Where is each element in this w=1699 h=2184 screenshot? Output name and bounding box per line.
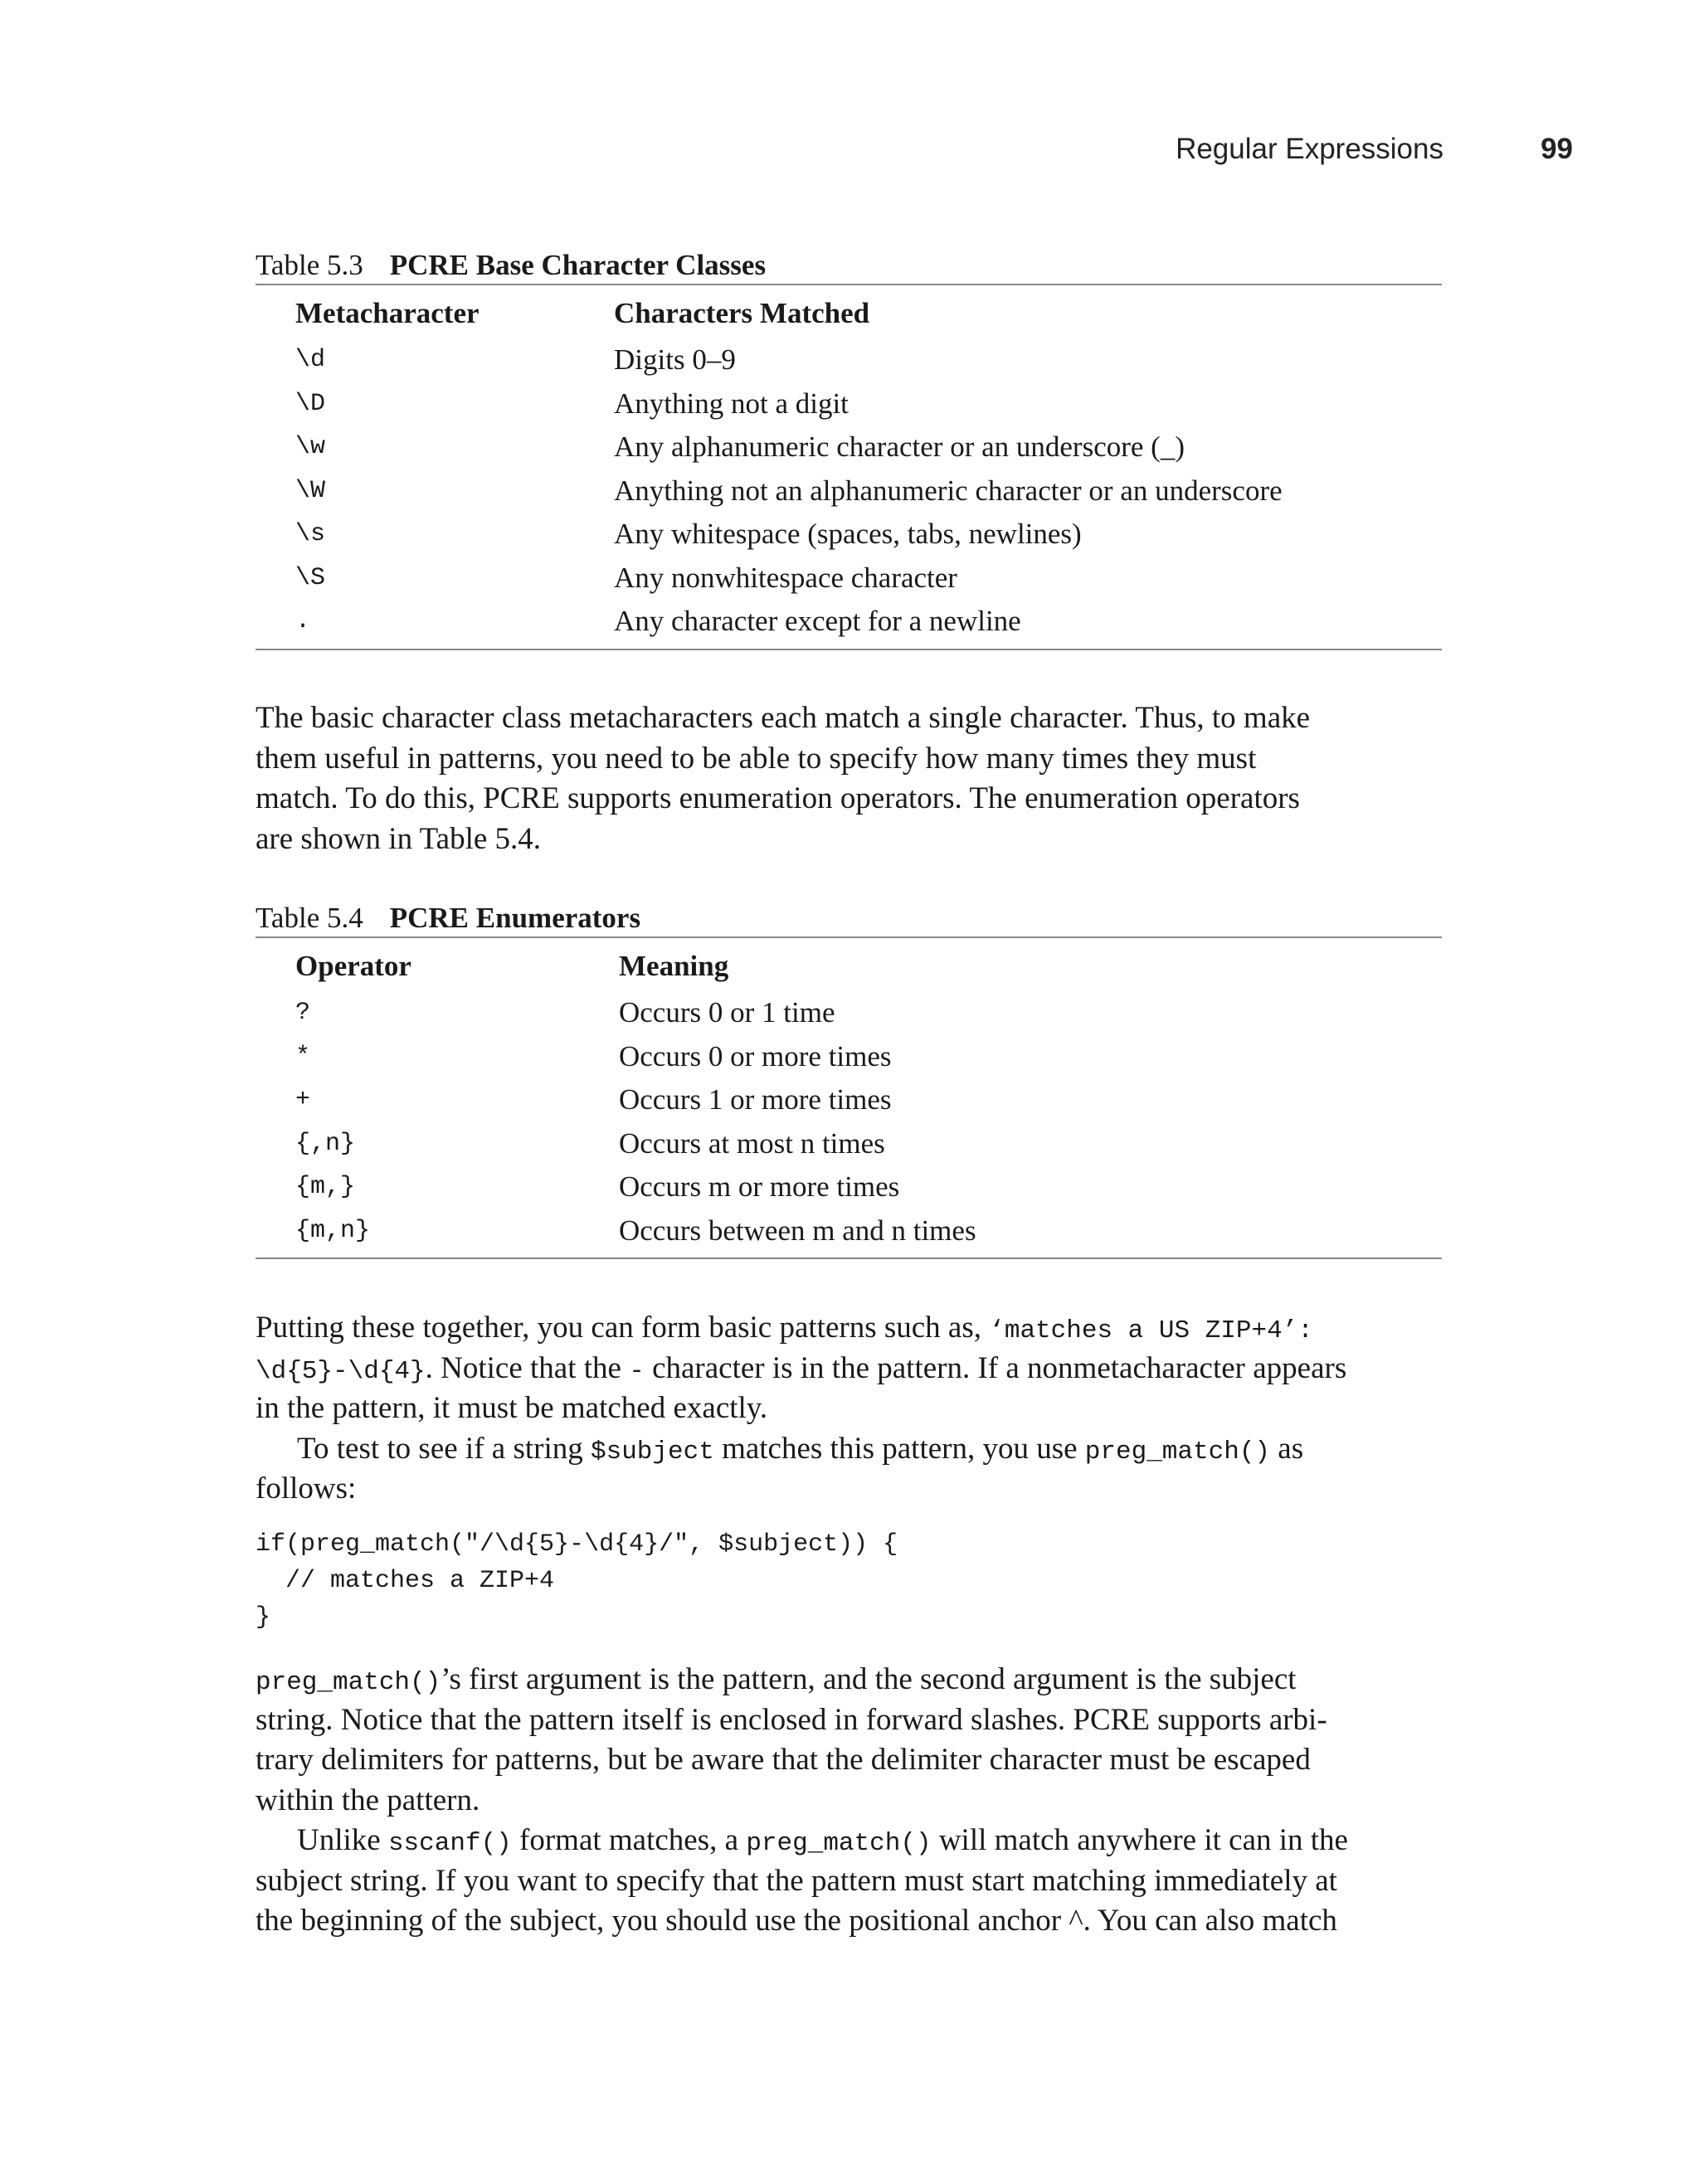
table-cell: Anything not a digit <box>614 387 849 420</box>
table-caption <box>256 247 1442 284</box>
table-cell: ? <box>295 999 311 1027</box>
inline-code: ‘matches a US ZIP+4’: <box>989 1316 1313 1345</box>
column-header: Characters Matched <box>614 297 870 329</box>
text-line: follows: <box>256 1471 357 1505</box>
table-cell: {,n} <box>295 1129 356 1158</box>
text-run: format matches, a <box>519 1823 739 1857</box>
text-run: ’s first argument is the pattern, and the second argument is the subject <box>441 1662 1297 1696</box>
table-cell: . <box>295 607 311 635</box>
text-line: in the pattern, it must be matched exactly. <box>256 1391 768 1425</box>
inline-code: - <box>629 1356 645 1386</box>
table-row <box>256 469 1442 513</box>
table-cell: Occurs between m and n times <box>619 1214 976 1247</box>
text-run: character is in the pattern. If a nonmetacharacter appears <box>652 1350 1347 1385</box>
table-number: Table 5.3 <box>256 249 363 281</box>
table-bottom-rule <box>256 649 1442 650</box>
table-cell: {m,} <box>295 1173 356 1201</box>
text-line <box>256 1429 1442 1470</box>
table-5-4 <box>256 900 1442 1259</box>
text-run: . Notice that the <box>425 1350 621 1385</box>
table-cell: \w <box>295 433 326 461</box>
table-cell: Digits 0–9 <box>614 343 736 376</box>
column-header: Metacharacter <box>295 297 480 329</box>
table-number: Table 5.4 <box>256 902 363 934</box>
text-line: trary delimiters for patterns, but be aware that the delimiter character must be escaped <box>256 1743 1311 1777</box>
text-line <box>256 1660 1442 1700</box>
text-run: matches this pattern, you use <box>722 1431 1078 1466</box>
text-line <box>256 1349 1442 1389</box>
column-header: Operator <box>295 950 411 982</box>
text-line <box>256 1308 1442 1349</box>
text-line: string. Notice that the pattern itself is enclosed in forward slashes. PCRE supports arbi- <box>256 1702 1327 1737</box>
text-line: The basic character class metacharacters each match a single character. Thus, to make <box>256 701 1311 735</box>
text-line: match. To do this, PCRE supports enumeration operators. The enumeration operators <box>256 781 1300 815</box>
inline-code: \d{5}-\d{4} <box>256 1356 426 1386</box>
table-row <box>256 426 1442 469</box>
page-number: 99 <box>1541 133 1573 165</box>
table-row <box>256 1035 1442 1079</box>
table-cell: \S <box>295 563 326 592</box>
table-cell: Any character except for a newline <box>614 605 1021 637</box>
table-cell: * <box>295 1042 311 1071</box>
table-header-row <box>256 938 1442 991</box>
code-block <box>256 1526 898 1636</box>
inline-code: $subject <box>590 1437 714 1467</box>
table-row <box>256 382 1442 426</box>
table-5-3 <box>256 247 1442 650</box>
table-cell: \d <box>295 346 326 374</box>
table-caption <box>256 900 1442 936</box>
table-cell: Anything not an alphanumeric character or an underscore <box>614 474 1283 507</box>
text-run: Unlike <box>297 1823 381 1857</box>
text-line <box>256 1821 1442 1861</box>
table-bottom-rule <box>256 1257 1442 1259</box>
code-line: } <box>256 1603 271 1632</box>
table-row <box>256 1165 1442 1209</box>
table-row <box>256 1122 1442 1166</box>
table-cell: Occurs at most n times <box>619 1126 885 1160</box>
table-row <box>256 513 1442 557</box>
table-cell: {m,n} <box>295 1216 371 1245</box>
inline-code: preg_match() <box>1084 1437 1271 1467</box>
text-line: subject string. If you want to specify that the pattern must start matching immediately at <box>256 1863 1337 1898</box>
table-title: PCRE Enumerators <box>389 902 641 934</box>
table-row <box>256 1209 1442 1253</box>
table-cell: Occurs m or more times <box>619 1170 900 1203</box>
code-line: if(preg_match("/\d{5}-\d{4}/", $subject)) { <box>256 1530 898 1559</box>
body-paragraph <box>256 1660 1442 1942</box>
text-run: Putting these together, you can form basic patterns such as, <box>256 1311 981 1345</box>
table-cell: Occurs 1 or more times <box>619 1083 892 1116</box>
running-title: Regular Expressions <box>1176 133 1443 165</box>
table-title: PCRE Base Character Classes <box>389 249 767 281</box>
text-run: as <box>1278 1431 1304 1466</box>
inline-code: preg_match() <box>746 1829 932 1858</box>
table-cell: Occurs 0 or 1 time <box>619 996 835 1029</box>
table-row <box>256 600 1442 644</box>
text-line: them useful in patterns, you need to be able to specify how many times they must <box>256 741 1257 776</box>
table-cell: \s <box>295 520 326 548</box>
body-paragraph <box>256 1308 1442 1510</box>
table-row <box>256 557 1442 601</box>
table-cell: Any nonwhitespace character <box>614 561 957 594</box>
text-line: within the pattern. <box>256 1783 480 1817</box>
table-cell: Any whitespace (spaces, tabs, newlines) <box>614 518 1082 550</box>
code-line: // matches a ZIP+4 <box>256 1567 555 1595</box>
table-cell: Any alphanumeric character or an underscore (_) <box>614 430 1185 463</box>
table-row <box>256 338 1442 382</box>
text-run: will match anywhere it can in the <box>938 1823 1348 1857</box>
text-line: the beginning of the subject, you should use the positional anchor ^. You can also match <box>256 1904 1337 1938</box>
text-line: are shown in Table 5.4. <box>256 821 542 856</box>
table-cell: \W <box>295 476 326 505</box>
body-paragraph <box>256 698 1442 859</box>
column-header: Meaning <box>619 950 729 982</box>
inline-code: sscanf() <box>387 1829 512 1858</box>
running-head <box>0 133 1699 174</box>
inline-code: preg_match() <box>256 1668 441 1697</box>
table-row <box>256 991 1442 1035</box>
table-cell: + <box>295 1086 311 1114</box>
table-cell: Occurs 0 or more times <box>619 1039 892 1073</box>
table-cell: \D <box>295 389 326 418</box>
table-row <box>256 1078 1442 1122</box>
text-run: To test to see if a string <box>297 1431 583 1466</box>
table-header-row <box>256 285 1442 338</box>
